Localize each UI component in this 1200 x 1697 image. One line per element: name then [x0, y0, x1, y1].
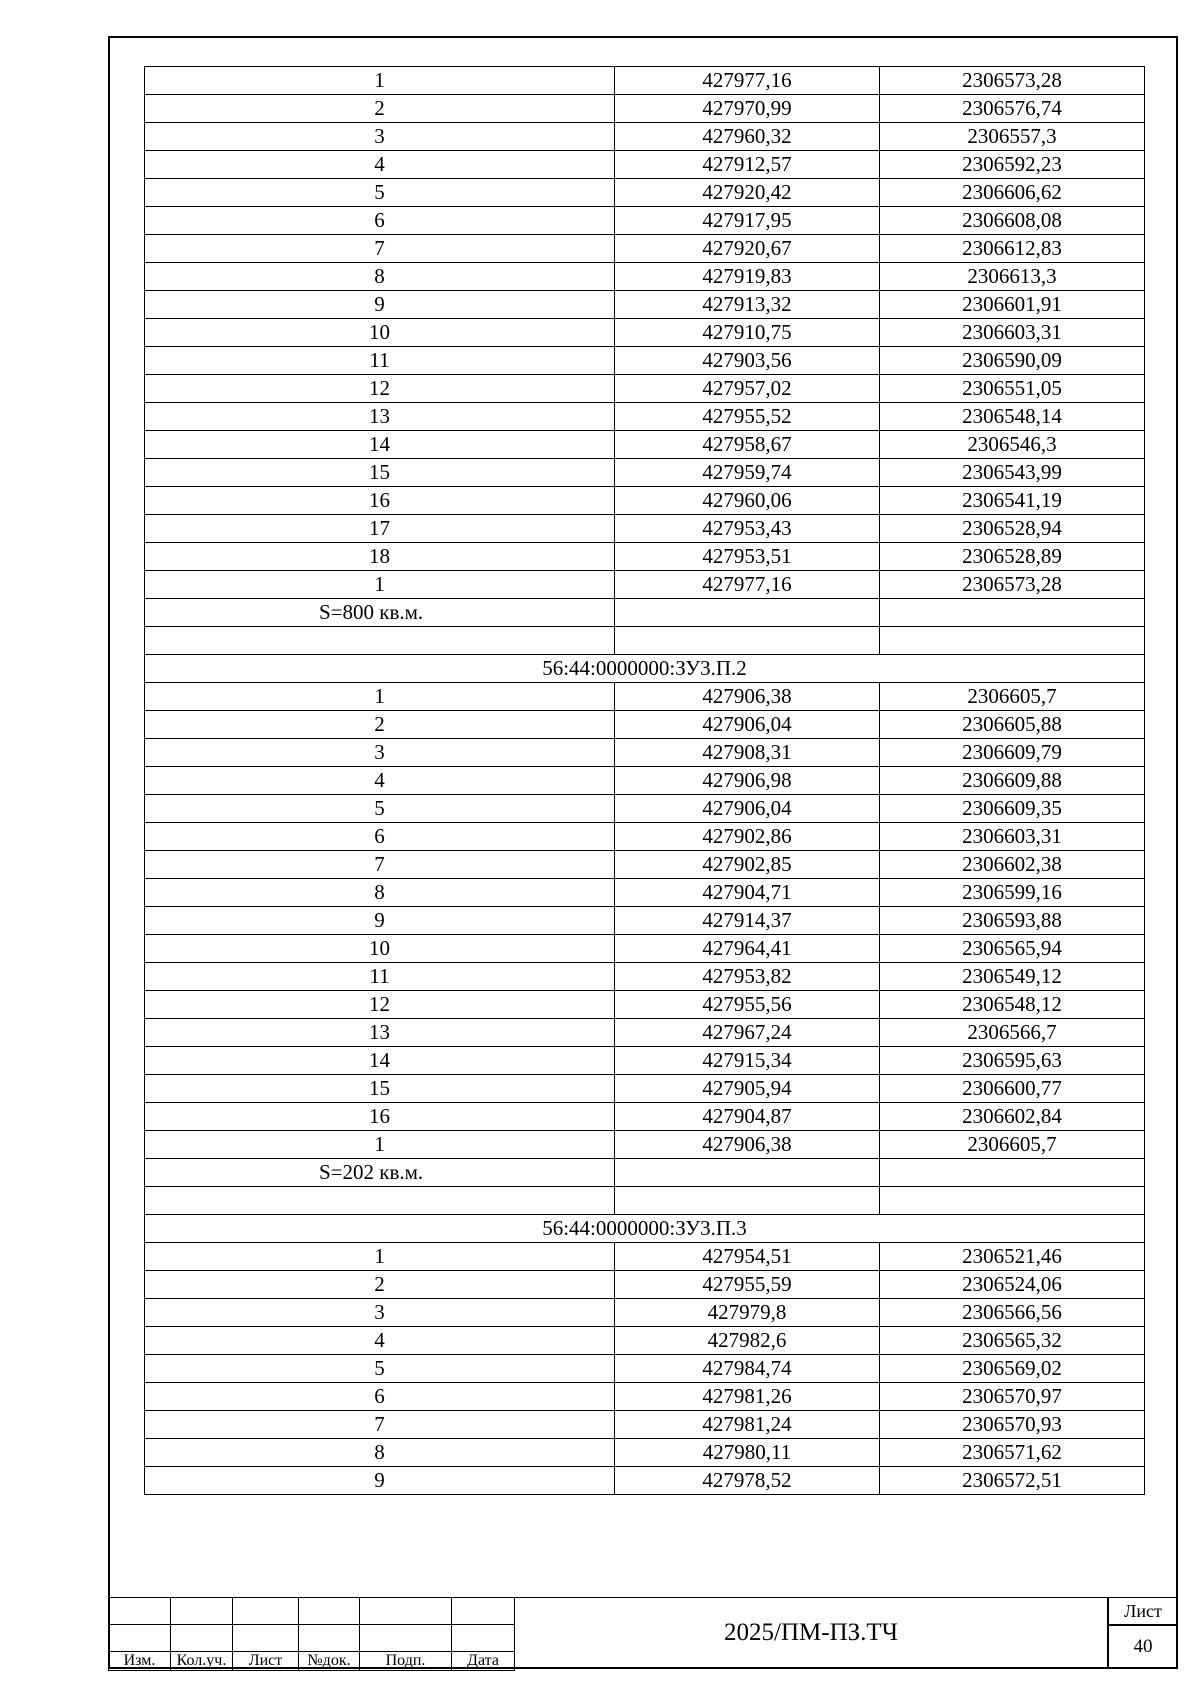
- table-row: [145, 1439, 1145, 1467]
- x-coordinate: 427905,94: [615, 1075, 880, 1103]
- point-number: 1: [145, 1131, 615, 1159]
- point-number: 3: [145, 739, 615, 767]
- x-coordinate: 427902,85: [615, 851, 880, 879]
- x-coordinate: 427908,31: [615, 739, 880, 767]
- x-coordinate: 427958,67: [615, 431, 880, 459]
- x-coordinate: 427910,75: [615, 319, 880, 347]
- area-value: S=202 кв.м.: [145, 1159, 615, 1187]
- revision-grid: [108, 1597, 514, 1669]
- table-row: [145, 235, 1145, 263]
- table-row: [145, 1327, 1145, 1355]
- point-number: 2: [145, 1271, 615, 1299]
- revision-cell: [452, 1598, 515, 1625]
- table-row: [145, 1131, 1145, 1159]
- point-number: 14: [145, 1047, 615, 1075]
- point-number: 7: [145, 1411, 615, 1439]
- y-coordinate: 2306565,94: [880, 935, 1145, 963]
- table-row: [145, 1103, 1145, 1131]
- y-coordinate: 2306609,88: [880, 767, 1145, 795]
- point-number: 16: [145, 487, 615, 515]
- table-row: [145, 207, 1145, 235]
- stamp-label-izm: Изм.: [109, 1652, 171, 1671]
- x-coordinate: 427959,74: [615, 459, 880, 487]
- table-row: [145, 319, 1145, 347]
- x-coordinate: 427953,43: [615, 515, 880, 543]
- y-coordinate: 2306613,3: [880, 263, 1145, 291]
- table-row: [145, 403, 1145, 431]
- table-row: [145, 1467, 1145, 1495]
- revision-cell: [299, 1598, 360, 1625]
- point-number: 1: [145, 683, 615, 711]
- table-row: [145, 739, 1145, 767]
- y-coordinate: 2306576,74: [880, 95, 1145, 123]
- point-number: 7: [145, 235, 615, 263]
- table-row: [145, 1383, 1145, 1411]
- x-coordinate: 427960,06: [615, 487, 880, 515]
- y-coordinate: 2306600,77: [880, 1075, 1145, 1103]
- table-row: [145, 1019, 1145, 1047]
- point-number: 4: [145, 151, 615, 179]
- table-row: [145, 935, 1145, 963]
- table-row: [145, 151, 1145, 179]
- table-row: [145, 431, 1145, 459]
- point-number: 6: [145, 823, 615, 851]
- x-coordinate: 427920,42: [615, 179, 880, 207]
- point-number: 12: [145, 375, 615, 403]
- empty-cell: [145, 1187, 615, 1215]
- point-number: 2: [145, 711, 615, 739]
- point-number: 9: [145, 291, 615, 319]
- x-coordinate: 427955,52: [615, 403, 880, 431]
- table-row: [145, 963, 1145, 991]
- table-row: [145, 711, 1145, 739]
- table-row: [145, 1411, 1145, 1439]
- y-coordinate: 2306557,3: [880, 123, 1145, 151]
- y-coordinate: 2306549,12: [880, 963, 1145, 991]
- revision-cell: [109, 1625, 171, 1652]
- x-coordinate: 427979,8: [615, 1299, 880, 1327]
- table-row: [145, 683, 1145, 711]
- x-coordinate: 427920,67: [615, 235, 880, 263]
- y-coordinate: 2306612,83: [880, 235, 1145, 263]
- x-coordinate: 427953,82: [615, 963, 880, 991]
- x-coordinate: 427981,26: [615, 1383, 880, 1411]
- table-row: [145, 1299, 1145, 1327]
- y-coordinate: 2306569,02: [880, 1355, 1145, 1383]
- table-row: [145, 571, 1145, 599]
- x-coordinate: 427906,38: [615, 683, 880, 711]
- point-number: 10: [145, 935, 615, 963]
- table-row: [145, 767, 1145, 795]
- table-row: [145, 879, 1145, 907]
- y-coordinate: 2306573,28: [880, 571, 1145, 599]
- y-coordinate: 2306608,08: [880, 207, 1145, 235]
- y-coordinate: 2306570,97: [880, 1383, 1145, 1411]
- x-coordinate: 427978,52: [615, 1467, 880, 1495]
- empty-cell: [145, 627, 615, 655]
- y-coordinate: 2306524,06: [880, 1271, 1145, 1299]
- y-coordinate: 2306605,7: [880, 1131, 1145, 1159]
- x-coordinate: 427913,32: [615, 291, 880, 319]
- revision-cell: [171, 1625, 233, 1652]
- stamp-label-data: Дата: [452, 1652, 515, 1671]
- empty-cell: [880, 599, 1145, 627]
- y-coordinate: 2306595,63: [880, 1047, 1145, 1075]
- empty-cell: [615, 599, 880, 627]
- empty-cell: [615, 1187, 880, 1215]
- table-row: [145, 1075, 1145, 1103]
- title-block: [108, 1597, 1178, 1669]
- point-number: 1: [145, 67, 615, 95]
- point-number: 15: [145, 459, 615, 487]
- point-number: 10: [145, 319, 615, 347]
- x-coordinate: 427970,99: [615, 95, 880, 123]
- point-number: 15: [145, 1075, 615, 1103]
- y-coordinate: 2306570,93: [880, 1411, 1145, 1439]
- coordinates-table: [144, 66, 1145, 1495]
- y-coordinate: 2306602,84: [880, 1103, 1145, 1131]
- revision-cell: [109, 1598, 171, 1625]
- y-coordinate: 2306603,31: [880, 823, 1145, 851]
- table-row: [145, 67, 1145, 95]
- point-number: 17: [145, 515, 615, 543]
- table-row: [145, 95, 1145, 123]
- x-coordinate: 427977,16: [615, 67, 880, 95]
- point-number: 12: [145, 991, 615, 1019]
- x-coordinate: 427906,98: [615, 767, 880, 795]
- table-row: [145, 1047, 1145, 1075]
- y-coordinate: 2306609,35: [880, 795, 1145, 823]
- table-row: [145, 179, 1145, 207]
- section-title-row: [145, 1215, 1145, 1243]
- table-row: [145, 347, 1145, 375]
- revision-cell: [299, 1625, 360, 1652]
- y-coordinate: 2306572,51: [880, 1467, 1145, 1495]
- point-number: 13: [145, 403, 615, 431]
- x-coordinate: 427957,02: [615, 375, 880, 403]
- x-coordinate: 427917,95: [615, 207, 880, 235]
- stamp-label-podp: Подп.: [360, 1652, 452, 1671]
- x-coordinate: 427904,87: [615, 1103, 880, 1131]
- blank-row: [145, 1187, 1145, 1215]
- y-coordinate: 2306566,56: [880, 1299, 1145, 1327]
- empty-cell: [880, 1187, 1145, 1215]
- point-number: 5: [145, 795, 615, 823]
- x-coordinate: 427981,24: [615, 1411, 880, 1439]
- point-number: 16: [145, 1103, 615, 1131]
- table-row: [145, 991, 1145, 1019]
- x-coordinate: 427980,11: [615, 1439, 880, 1467]
- y-coordinate: 2306603,31: [880, 319, 1145, 347]
- table-row: [145, 515, 1145, 543]
- x-coordinate: 427967,24: [615, 1019, 880, 1047]
- y-coordinate: 2306573,28: [880, 67, 1145, 95]
- y-coordinate: 2306546,3: [880, 431, 1145, 459]
- y-coordinate: 2306601,91: [880, 291, 1145, 319]
- point-number: 1: [145, 1243, 615, 1271]
- point-number: 1: [145, 571, 615, 599]
- point-number: 13: [145, 1019, 615, 1047]
- sheet-box: [1108, 1597, 1178, 1669]
- revision-cell: [171, 1598, 233, 1625]
- y-coordinate: 2306605,88: [880, 711, 1145, 739]
- section-title-row: [145, 655, 1145, 683]
- sheet-label: Лист: [1108, 1597, 1178, 1625]
- x-coordinate: 427960,32: [615, 123, 880, 151]
- y-coordinate: 2306566,7: [880, 1019, 1145, 1047]
- table-row: [145, 487, 1145, 515]
- point-number: 4: [145, 767, 615, 795]
- empty-cell: [880, 1159, 1145, 1187]
- x-coordinate: 427982,6: [615, 1327, 880, 1355]
- y-coordinate: 2306592,23: [880, 151, 1145, 179]
- revision-cell: [233, 1625, 299, 1652]
- table-row: [145, 1355, 1145, 1383]
- parcel-id: 56:44:0000000:ЗУ3.П.3: [145, 1215, 1145, 1243]
- table-row: [145, 1243, 1145, 1271]
- table-row: [145, 375, 1145, 403]
- empty-cell: [880, 627, 1145, 655]
- y-coordinate: 2306606,62: [880, 179, 1145, 207]
- x-coordinate: 427977,16: [615, 571, 880, 599]
- point-number: 3: [145, 123, 615, 151]
- point-number: 9: [145, 1467, 615, 1495]
- stamp-label-kol-uch: Кол.уч.: [171, 1652, 233, 1671]
- blank-row: [145, 627, 1145, 655]
- revision-cell: [233, 1598, 299, 1625]
- x-coordinate: 427915,34: [615, 1047, 880, 1075]
- x-coordinate: 427954,51: [615, 1243, 880, 1271]
- y-coordinate: 2306590,09: [880, 347, 1145, 375]
- point-number: 18: [145, 543, 615, 571]
- x-coordinate: 427904,71: [615, 879, 880, 907]
- point-number: 5: [145, 1355, 615, 1383]
- area-value: S=800 кв.м.: [145, 599, 615, 627]
- y-coordinate: 2306543,99: [880, 459, 1145, 487]
- point-number: 14: [145, 431, 615, 459]
- y-coordinate: 2306605,7: [880, 683, 1145, 711]
- empty-cell: [615, 627, 880, 655]
- x-coordinate: 427912,57: [615, 151, 880, 179]
- x-coordinate: 427906,04: [615, 795, 880, 823]
- point-number: 8: [145, 263, 615, 291]
- point-number: 5: [145, 179, 615, 207]
- x-coordinate: 427914,37: [615, 907, 880, 935]
- y-coordinate: 2306521,46: [880, 1243, 1145, 1271]
- point-number: 3: [145, 1299, 615, 1327]
- y-coordinate: 2306571,62: [880, 1439, 1145, 1467]
- table-row: [145, 907, 1145, 935]
- x-coordinate: 427984,74: [615, 1355, 880, 1383]
- table-row: [145, 851, 1145, 879]
- y-coordinate: 2306593,88: [880, 907, 1145, 935]
- point-number: 4: [145, 1327, 615, 1355]
- point-number: 2: [145, 95, 615, 123]
- x-coordinate: 427955,56: [615, 991, 880, 1019]
- x-coordinate: 427953,51: [615, 543, 880, 571]
- table-row: [145, 123, 1145, 151]
- point-number: 7: [145, 851, 615, 879]
- parcel-id: 56:44:0000000:ЗУ3.П.2: [145, 655, 1145, 683]
- point-number: 6: [145, 207, 615, 235]
- point-number: 8: [145, 879, 615, 907]
- x-coordinate: 427919,83: [615, 263, 880, 291]
- area-row: [145, 1159, 1145, 1187]
- y-coordinate: 2306602,38: [880, 851, 1145, 879]
- y-coordinate: 2306541,19: [880, 487, 1145, 515]
- x-coordinate: 427903,56: [615, 347, 880, 375]
- point-number: 8: [145, 1439, 615, 1467]
- y-coordinate: 2306551,05: [880, 375, 1145, 403]
- table-row: [145, 459, 1145, 487]
- y-coordinate: 2306548,14: [880, 403, 1145, 431]
- table-row: [145, 1271, 1145, 1299]
- table-row: [145, 291, 1145, 319]
- sheet-number: 40: [1108, 1625, 1178, 1669]
- y-coordinate: 2306528,89: [880, 543, 1145, 571]
- document-code: 2025/ПМ-ПЗ.ТЧ: [514, 1597, 1108, 1669]
- y-coordinate: 2306599,16: [880, 879, 1145, 907]
- table-row: [145, 543, 1145, 571]
- point-number: 9: [145, 907, 615, 935]
- point-number: 11: [145, 347, 615, 375]
- x-coordinate: 427955,59: [615, 1271, 880, 1299]
- stamp-label-ndok: №док.: [299, 1652, 360, 1671]
- table-row: [145, 795, 1145, 823]
- x-coordinate: 427964,41: [615, 935, 880, 963]
- revision-cell: [452, 1625, 515, 1652]
- y-coordinate: 2306528,94: [880, 515, 1145, 543]
- stamp-label-list: Лист: [233, 1652, 299, 1671]
- area-row: [145, 599, 1145, 627]
- x-coordinate: 427902,86: [615, 823, 880, 851]
- table-row: [145, 823, 1145, 851]
- y-coordinate: 2306548,12: [880, 991, 1145, 1019]
- point-number: 6: [145, 1383, 615, 1411]
- x-coordinate: 427906,38: [615, 1131, 880, 1159]
- empty-cell: [615, 1159, 880, 1187]
- point-number: 11: [145, 963, 615, 991]
- y-coordinate: 2306609,79: [880, 739, 1145, 767]
- x-coordinate: 427906,04: [615, 711, 880, 739]
- revision-cell: [360, 1598, 452, 1625]
- revision-cell: [360, 1625, 452, 1652]
- table-row: [145, 263, 1145, 291]
- y-coordinate: 2306565,32: [880, 1327, 1145, 1355]
